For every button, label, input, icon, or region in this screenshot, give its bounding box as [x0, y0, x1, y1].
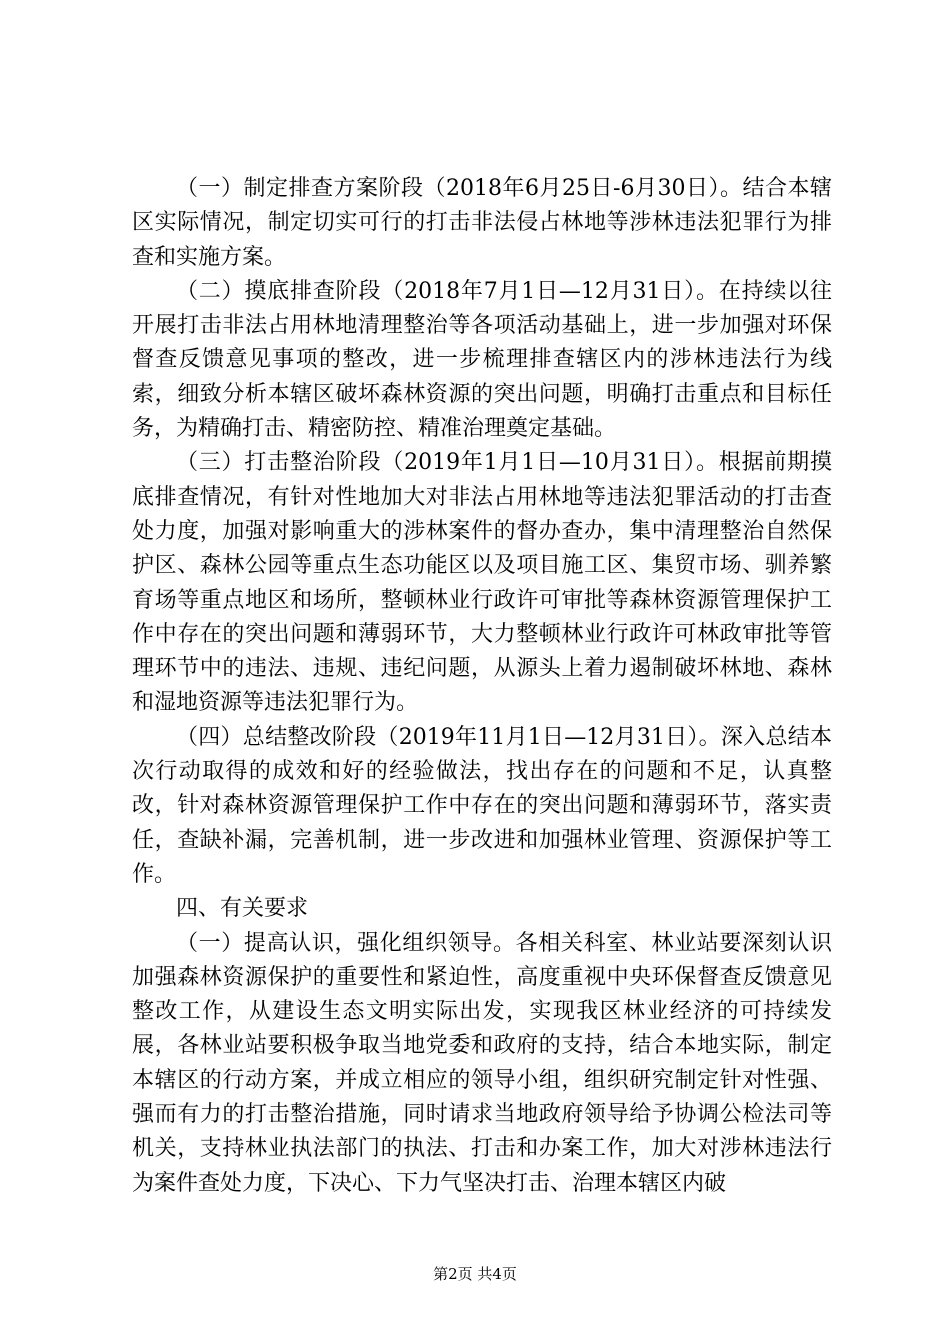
paragraph-phase-4: （四）总结整改阶段（2019年11月1日—12月31日）。深入总结本次行动取得的成效和好的经验做法，找出存在的问题和不足，认真整改，针对森林资源管理保护工作中存在的突出问题和薄弱环节，落实责任，查缺补漏，完善机制，进一步改进和加强林业管理、资源保护等工作。 — [132, 724, 832, 887]
document-body — [132, 172, 832, 1201]
page-footer: 第2页 共4页 — [433, 1265, 517, 1283]
paragraph-phase-3: （三）打击整治阶段（2019年1月1日—10月31日）。根据前期摸底排查情况，有针对性地加大对非法占用林地等违法犯罪活动的打击查处力度，加强对影响重大的涉林案件的督办查办，集中清理整治自然保护区、森林公园等重点生态功能区以及项目施工区、集贸市场、驯养繁育场等重点地区和场所，整顿林业行政许可审批等森林资源管理保护工作中存在的突出问题和薄弱环节，大力整顿林业行政许可林政审批等管理环节中的违法、违规、违纪问题，从源头上着力遏制破坏林地、森林和湿地资源等违法犯罪行为。 — [132, 450, 832, 716]
paragraph-phase-2: （二）摸底排查阶段（2018年7月1日—12月31日）。在持续以往开展打击非法占用林地清理整治等各项活动基础上，进一步加强对环保督查反馈意见事项的整改，进一步梳理排查辖区内的涉林违法行为线索，细致分析本辖区破坏森林资源的突出问题，明确打击重点和目标任务，为精确打击、精密防控、精准治理奠定基础。 — [132, 278, 832, 442]
paragraph-phase-1: （一）制定排查方案阶段（2018年6月25日-6月30日）。结合本辖区实际情况，制定切实可行的打击非法侵占林地等涉林违法犯罪行为排查和实施方案。 — [132, 176, 832, 270]
paragraph-requirement-1: （一）提高认识，强化组织领导。各相关科室、林业站要深刻认识加强森林资源保护的重要性和紧迫性，高度重视中央环保督查反馈意见整改工作，从建设生态文明实际出发，实现我区林业经济的可持续发展，各林业站要积极争取当地党委和政府的支持，结合本地实际，制定本辖区的行动方案，并成立相应的领导小组，组织研究制定针对性强、强而有力的打击整治措施，同时请求当地政府领导给予协调公检法司等机关，支持林业执法部门的执法、打击和办案工作，加大对涉林违法行为案件查处力度，下决心、下力气坚决打击、治理本辖区内破 — [132, 930, 832, 1196]
section-heading-requirements: 四、有关要求 — [176, 896, 309, 922]
